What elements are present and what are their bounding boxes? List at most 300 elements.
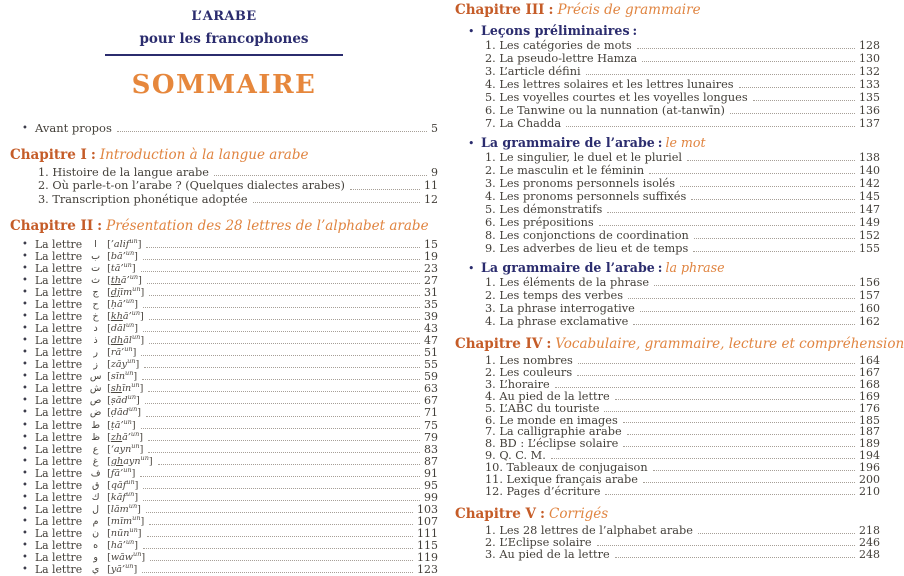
- dot-leader: [143, 488, 420, 489]
- arabic-letter: ه: [93, 539, 99, 551]
- bullet-icon: •: [22, 287, 28, 298]
- page-number: 55: [424, 358, 438, 372]
- arabic-letter: ف: [90, 467, 101, 479]
- bullet-icon: •: [22, 274, 28, 286]
- bracket: [: [107, 347, 111, 359]
- dot-leader: [158, 464, 420, 465]
- letter-prefix: La lettre: [35, 261, 83, 275]
- page-number: 107: [417, 514, 438, 528]
- translit-text: īm: [120, 287, 133, 298]
- bullet-icon: •: [22, 491, 28, 503]
- dot-leader: [623, 422, 855, 423]
- bracket: ]: [138, 274, 142, 286]
- chapter-label: Chapitre V: [455, 505, 536, 522]
- dot-leader: [599, 225, 855, 226]
- bracket: [: [107, 491, 111, 503]
- entry-label: 3. La phrase interrogative: [485, 302, 635, 315]
- page-number: 138: [859, 151, 880, 164]
- page-number: 99: [424, 490, 438, 504]
- translit-superscript: un: [127, 393, 137, 402]
- bracket: ]: [131, 467, 136, 479]
- chapter-label: Chapitre I: [10, 147, 87, 164]
- translit-superscript: un: [131, 441, 140, 450]
- arabic-letter: ز: [93, 359, 98, 371]
- page-number: 83: [424, 442, 438, 456]
- bracket: ]: [140, 311, 144, 323]
- letter-entry: [10, 407, 438, 419]
- page-number: 128: [859, 39, 880, 52]
- translit-superscript: un: [123, 260, 132, 269]
- translit-superscript: un: [125, 320, 135, 329]
- arabic-letter: ن: [92, 527, 100, 539]
- dot-leader: [607, 212, 855, 213]
- bracket: [: [107, 443, 111, 455]
- letter-prefix: La lettre: [35, 273, 83, 287]
- page-number: 19: [424, 249, 438, 263]
- page-number: 246: [859, 535, 880, 549]
- translit-text: ā’: [122, 431, 131, 443]
- dot-leader: [623, 446, 855, 447]
- dot-leader: [145, 403, 420, 404]
- chapter-separator: :: [90, 147, 96, 164]
- dot-leader: [146, 512, 413, 513]
- letter-entry: [10, 453, 438, 468]
- entry-label: 7. La Chadda: [485, 117, 562, 130]
- letter-prefix: La lettre: [35, 322, 83, 336]
- letter-prefix: La lettre: [35, 249, 83, 263]
- translit-text: ā’: [122, 311, 132, 323]
- letter-prefix: La lettre: [35, 466, 83, 480]
- letter-entry: [10, 561, 438, 576]
- translit-text: fā’: [110, 467, 124, 479]
- entry-label: 2. Les couleurs: [485, 365, 573, 379]
- entry-label: 9. Q. C. M.: [485, 449, 546, 463]
- entry-label: 1. Les 28 lettres de l’alphabet arabe: [485, 523, 693, 537]
- section-title: La grammaire de l’arabe: [481, 260, 655, 275]
- bullet-icon: •: [22, 299, 28, 311]
- dot-leader: [214, 175, 427, 176]
- dot-leader: [146, 247, 420, 248]
- transliteration: [107, 513, 145, 528]
- bullet-icon: •: [22, 371, 28, 383]
- bracket: ]: [132, 347, 137, 359]
- dot-leader: [253, 202, 420, 203]
- translit-text: wāw: [110, 552, 134, 564]
- letter-prefix: La lettre: [35, 418, 83, 432]
- entry-label: 1. Les catégories de mots: [485, 39, 632, 52]
- arabic-letter: ل: [92, 503, 100, 515]
- bracket: [: [107, 419, 111, 431]
- bullet-icon: •: [22, 515, 28, 527]
- toc-entry: [455, 52, 880, 65]
- chapter-block: [455, 336, 904, 498]
- toc-entry: [455, 39, 880, 52]
- chapter-separator: :: [548, 2, 554, 18]
- chapter-block: [455, 2, 880, 328]
- bracket: ]: [133, 371, 138, 383]
- toc-entry: [10, 179, 438, 192]
- dot-leader: [350, 189, 420, 190]
- dot-leader: [643, 482, 855, 483]
- entry-label: 1. Les éléments de la phrase: [485, 276, 650, 289]
- entry-label: 3. Au pied de la lettre: [485, 547, 610, 561]
- letter-entry: [10, 441, 438, 456]
- bracket: [: [107, 539, 111, 551]
- translit-superscript: un: [123, 465, 132, 474]
- bracket: [: [107, 479, 111, 491]
- page-number: 95: [424, 478, 438, 492]
- bracket: ]: [134, 491, 139, 503]
- toc-entry: [455, 229, 880, 242]
- bracket: [: [107, 395, 111, 407]
- toc-entry: [455, 537, 880, 549]
- page-number: 160: [859, 302, 880, 315]
- dot-leader: [605, 494, 855, 495]
- arabic-letter: ج: [92, 287, 99, 298]
- translit-superscript: un: [129, 525, 138, 534]
- arabic-letter: ك: [91, 491, 100, 503]
- arabic-letter: ش: [89, 383, 102, 395]
- bracket: ]: [137, 238, 142, 250]
- page-number: 11: [424, 179, 438, 193]
- dot-leader: [149, 524, 413, 525]
- chapter-heading: [10, 147, 438, 163]
- letter-prefix: La lettre: [35, 563, 83, 576]
- bracket: [: [107, 287, 111, 298]
- bracket: [: [107, 552, 111, 564]
- translit-superscript: un: [131, 381, 140, 390]
- toc-entry: [455, 177, 880, 190]
- section-entries: [455, 39, 880, 130]
- translit-superscript: un: [124, 345, 133, 354]
- page-number: 194: [859, 449, 880, 463]
- section-entries: [455, 151, 880, 255]
- letter-prefix: La lettre: [35, 358, 83, 372]
- arabic-letter: ي: [91, 564, 100, 576]
- bracket: [: [107, 335, 111, 347]
- transliteration: [107, 359, 139, 371]
- dot-leader: [694, 238, 855, 239]
- dot-leader: [149, 295, 420, 296]
- translit-superscript: un: [125, 537, 135, 546]
- toc-entry: [455, 379, 880, 391]
- arabic-letter: د: [93, 323, 98, 335]
- bullet-icon: •: [22, 250, 28, 262]
- bullet-icon: •: [22, 527, 28, 539]
- entry-label: 2. La pseudo-lettre Hamza: [485, 52, 638, 65]
- bullet-icon: •: [22, 238, 28, 250]
- dot-leader: [640, 311, 855, 312]
- arabic-letter: ق: [91, 479, 100, 491]
- page-number: 35: [424, 298, 438, 312]
- letter-prefix: La lettre: [35, 442, 83, 456]
- translit-underlined: kh: [110, 311, 123, 323]
- dot-leader: [637, 48, 855, 49]
- dot-leader: [140, 476, 420, 477]
- bullet-icon: •: [22, 419, 28, 431]
- page-number: 23: [424, 261, 438, 275]
- translit-superscript: un: [130, 429, 140, 438]
- bullet-icon: •: [22, 407, 28, 419]
- toc-entry: [455, 525, 880, 537]
- arabic-letter: م: [92, 515, 99, 527]
- entry-label: Avant propos: [35, 121, 112, 135]
- chapter-subtitle: Précis de grammaire: [557, 2, 701, 18]
- letter-prefix: La lettre: [35, 526, 83, 540]
- entry-label: 4. Les pronoms personnels suffixés: [485, 190, 687, 203]
- dot-leader: [604, 411, 855, 412]
- chapter-subtitle: Corrigés: [548, 505, 609, 522]
- chapter-entries: [455, 355, 880, 498]
- bracket: [: [107, 467, 111, 479]
- chapter-separator: :: [540, 505, 545, 522]
- dot-leader: [577, 375, 855, 376]
- page-number: 167: [859, 365, 880, 379]
- arabic-letter: ت: [91, 262, 101, 274]
- bullet-icon: •: [22, 395, 28, 407]
- bullet-icon: •: [22, 552, 28, 564]
- page-number: 115: [417, 538, 438, 552]
- dot-leader: [149, 343, 420, 344]
- bullet-icon: •: [22, 323, 28, 335]
- dot-leader: [586, 74, 855, 75]
- bullet-icon: •: [22, 335, 28, 347]
- entry-label: 2. Où parle-t-on l’arabe ? (Quelques dialectes arabes): [38, 179, 345, 193]
- chapter-block: [10, 218, 438, 576]
- page-number: 47: [424, 334, 438, 348]
- bracket: ]: [140, 335, 145, 347]
- bracket: [: [107, 274, 111, 286]
- entry-label: 3. Les pronoms personnels isolés: [485, 177, 676, 190]
- entry-label: 2. L’Eclipse solaire: [485, 535, 592, 549]
- translit-text: lām: [110, 503, 129, 515]
- dot-leader: [698, 533, 855, 534]
- chapter-entries: [455, 525, 880, 561]
- letter-prefix: La lettre: [35, 538, 83, 552]
- bracket: ]: [137, 407, 142, 419]
- page-number: 187: [859, 425, 880, 439]
- translit-text: kāf: [110, 491, 126, 503]
- chapter-subtitle: Présentation des 28 lettres de l’alphabet arabe: [106, 217, 429, 234]
- entry-label: 1. Le singulier, le duel et le pluriel: [485, 151, 683, 164]
- translit-text: rā’: [110, 347, 125, 359]
- translit-text: ṣād: [110, 395, 128, 407]
- toc-entry: [455, 289, 880, 302]
- dot-leader: [143, 307, 420, 308]
- arabic-letter: ع: [92, 443, 99, 455]
- arabic-letter: ص: [89, 395, 102, 407]
- translit-superscript: un: [133, 549, 142, 558]
- arabic-letter: خ: [92, 311, 99, 323]
- toc-entry: [455, 104, 880, 117]
- translit-underlined: dj: [110, 287, 120, 298]
- bullet-icon: •: [22, 455, 28, 467]
- dot-leader: [147, 536, 413, 537]
- toc-entry: [455, 486, 880, 498]
- dot-leader: [693, 251, 855, 252]
- letter-entry: [10, 477, 438, 492]
- entry-label: 3. L’horaire: [485, 377, 550, 391]
- entry-label: 4. Au pied de la lettre: [485, 389, 610, 403]
- bracket: [: [107, 262, 111, 274]
- bracket: ]: [131, 262, 136, 274]
- dot-leader: [146, 416, 420, 417]
- bracket: [: [107, 359, 111, 371]
- bracket: ]: [133, 564, 138, 576]
- chapter-separator: :: [546, 336, 552, 352]
- page-number: 169: [859, 389, 880, 403]
- page-number: 155: [859, 242, 880, 255]
- dot-leader: [739, 87, 855, 88]
- entry-label: 1. Histoire de la langue arabe: [38, 166, 209, 180]
- page-number: 218: [859, 523, 880, 537]
- translit-superscript: un: [125, 369, 134, 378]
- translit-text: īn: [121, 383, 132, 395]
- bracket: ]: [139, 431, 144, 443]
- page-number: 51: [424, 346, 438, 360]
- entry-label: 10. Tableaux de conjugaison: [485, 461, 648, 475]
- dot-leader: [730, 113, 855, 114]
- chapter-entries: [10, 166, 438, 206]
- page-number: 147: [859, 203, 880, 216]
- translit-text: zāy: [110, 359, 128, 371]
- dot-leader: [597, 545, 855, 546]
- section-separator: :: [657, 135, 663, 150]
- page-number: 132: [859, 65, 880, 78]
- dot-leader: [142, 572, 413, 573]
- toc-entry: [455, 216, 880, 229]
- arabic-letter: ر: [93, 347, 98, 359]
- bracket: ]: [137, 503, 141, 515]
- page-number: 149: [859, 216, 880, 229]
- bracket: ]: [134, 323, 138, 335]
- toc-entry: [455, 391, 880, 403]
- dot-leader: [143, 259, 420, 260]
- translit-text: hā’: [110, 539, 126, 551]
- entry-label: 5. Les démonstratifs: [485, 203, 603, 216]
- toc-entry: [455, 151, 880, 164]
- page-number: 156: [859, 276, 880, 289]
- dot-leader: [148, 452, 420, 453]
- dot-leader: [149, 319, 420, 320]
- dot-leader: [687, 160, 855, 161]
- arabic-letter: ث: [91, 274, 101, 286]
- letter-entry: [10, 429, 438, 444]
- letter-prefix: La lettre: [35, 286, 83, 299]
- section-subtitle: la phrase: [665, 260, 725, 275]
- toc-entry: [455, 91, 880, 104]
- entry-label: 2. Les temps des verbes: [485, 289, 623, 302]
- page-number: 71: [424, 406, 438, 420]
- page-number: 136: [859, 104, 880, 117]
- entry-label: 9. Les adverbes de lieu et de temps: [485, 242, 689, 255]
- toc-entry: [455, 276, 880, 289]
- bracket: [: [107, 383, 111, 395]
- bracket: ]: [131, 419, 136, 431]
- dot-leader: [142, 379, 420, 380]
- translit-superscript: un: [131, 308, 141, 317]
- bracket: ]: [140, 515, 145, 527]
- letter-prefix: La lettre: [35, 514, 83, 528]
- page-number: 162: [859, 315, 880, 328]
- translit-text: ‘ayn: [110, 443, 132, 455]
- dot-leader: [150, 560, 413, 561]
- translit-superscript: un: [125, 248, 135, 257]
- bracket: [: [107, 455, 111, 467]
- page-number: 210: [859, 484, 880, 498]
- translit-text: ayn: [123, 455, 141, 467]
- dot-leader: [649, 173, 855, 174]
- entry-label: 5. Les voyelles courtes et les voyelles longues: [485, 91, 748, 104]
- bracket: [: [107, 431, 111, 443]
- arabic-letter: ظ: [91, 431, 101, 443]
- translit-superscript: un: [125, 489, 135, 498]
- bullet-icon: •: [22, 383, 28, 395]
- bracket: [: [107, 515, 111, 527]
- letter-prefix: La lettre: [35, 298, 83, 312]
- page-number: 176: [859, 401, 880, 415]
- page-number: 133: [859, 78, 880, 91]
- dot-leader: [627, 434, 855, 435]
- chapter-label: Chapitre IV: [455, 336, 543, 352]
- arabic-letter: غ: [92, 455, 99, 467]
- chapter-heading: [455, 336, 904, 352]
- toc-entry: [10, 166, 438, 179]
- page-number: 91: [424, 466, 438, 480]
- bullet-icon: •: [22, 479, 28, 491]
- dot-leader: [691, 199, 855, 200]
- page-number: 43: [424, 322, 438, 336]
- page-number: 189: [859, 437, 880, 451]
- arabic-letter: ذ: [93, 335, 98, 347]
- toc-entry: [455, 78, 880, 91]
- entry-label: 1. Les nombres: [485, 354, 573, 367]
- chapter-label: Chapitre III: [455, 2, 545, 18]
- entry-label: 12. Pages d’écriture: [485, 484, 601, 498]
- bracket: [: [107, 503, 111, 515]
- bullet-icon: •: [468, 262, 475, 275]
- dot-leader: [141, 428, 420, 429]
- dot-leader: [633, 324, 855, 325]
- translit-text: yā’: [110, 564, 126, 576]
- chapter-block: [455, 506, 880, 561]
- bracket: [: [107, 371, 111, 383]
- bracket: ]: [141, 552, 146, 564]
- page-number: 248: [859, 547, 880, 561]
- dot-leader: [144, 367, 420, 368]
- bullet-icon: •: [22, 311, 28, 323]
- page-number: 164: [859, 354, 880, 367]
- entry-label: 7. La calligraphie arabe: [485, 425, 622, 439]
- translit-underlined: sh: [110, 383, 122, 395]
- left-chapters: [10, 147, 438, 576]
- bracket: [: [107, 527, 111, 539]
- arabic-letter: ط: [91, 419, 101, 431]
- letter-prefix: La lettre: [35, 310, 83, 324]
- dot-leader: [642, 61, 855, 62]
- toc-entry-front-matter: [10, 122, 438, 135]
- right-column: [455, 0, 904, 561]
- dot-leader: [615, 399, 855, 400]
- section-entries: [455, 276, 880, 328]
- page-number: 123: [417, 563, 438, 576]
- entry-label: 8. BD : L’éclipse solaire: [485, 437, 619, 451]
- translit-text: āl: [123, 335, 132, 347]
- translit-superscript: un: [132, 333, 141, 341]
- dot-leader: [654, 285, 855, 286]
- toc-entry: [455, 315, 880, 328]
- page-number: 63: [424, 382, 438, 396]
